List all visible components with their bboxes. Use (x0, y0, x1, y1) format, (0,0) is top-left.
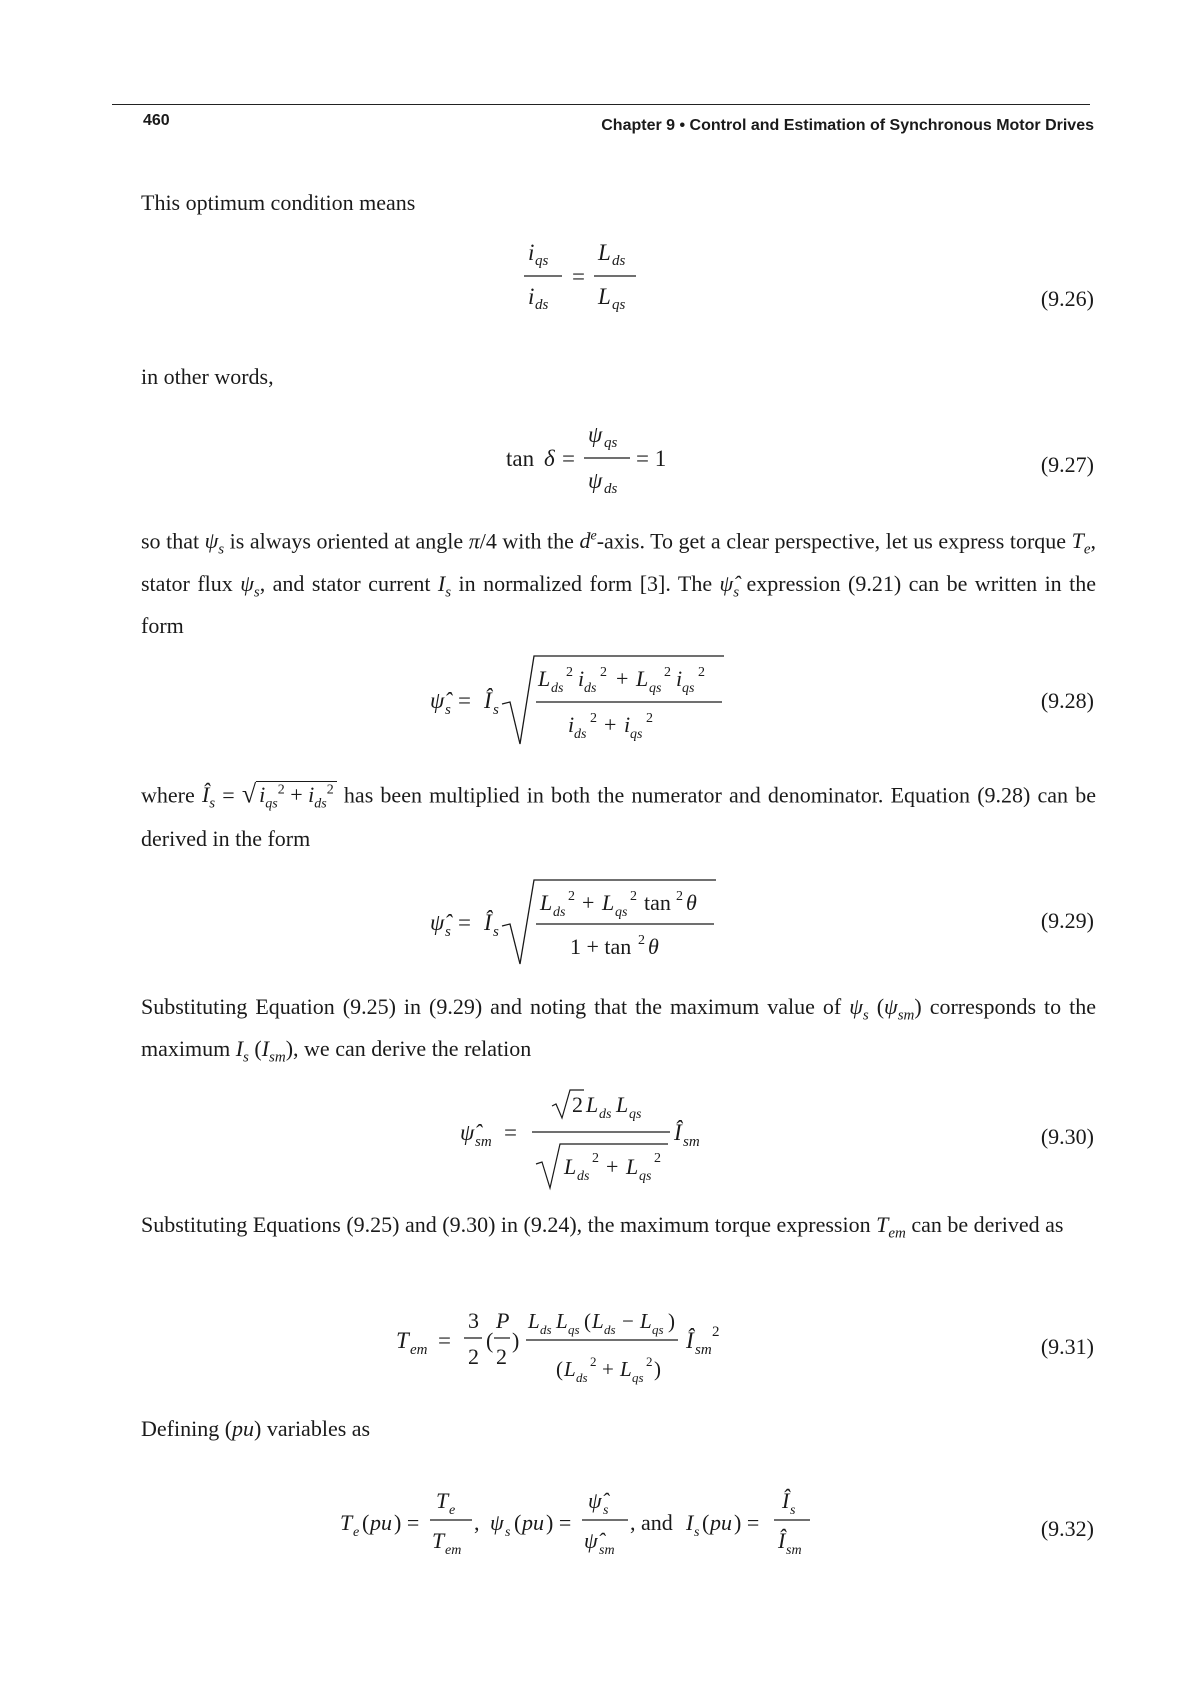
svg-text:2: 2 (638, 933, 645, 948)
svg-text:qs: qs (612, 297, 626, 313)
svg-text:2: 2 (646, 711, 653, 726)
svg-text:T: T (396, 1328, 409, 1353)
svg-text:ds: ds (604, 481, 618, 497)
svg-text:L: L (626, 1154, 639, 1179)
svg-text:L: L (602, 890, 615, 915)
header-rule (112, 104, 1090, 105)
svg-text:): ) (654, 1357, 661, 1381)
equation-number: (9.28) (1040, 688, 1094, 713)
svg-text:em: em (410, 1342, 428, 1358)
svg-text:=: = (504, 1120, 517, 1145)
equation-9-32 (340, 1478, 820, 1568)
svg-text:pu: pu (710, 1510, 732, 1535)
svg-text:ds: ds (612, 253, 626, 269)
svg-text:L: L (528, 1309, 540, 1333)
svg-text:sm: sm (695, 1342, 712, 1358)
svg-text:qs: qs (629, 1107, 642, 1122)
svg-text:2: 2 (600, 665, 607, 680)
svg-text:L: L (640, 1309, 652, 1333)
svg-text:) =: ) = (394, 1510, 420, 1535)
equation-9-27 (506, 414, 706, 504)
svg-text:ds: ds (540, 1322, 552, 1337)
svg-text:= 1: = 1 (636, 446, 667, 471)
svg-text:L: L (540, 890, 553, 915)
svg-text:(: ( (584, 1309, 591, 1333)
svg-text:L: L (616, 1092, 629, 1117)
svg-text:tan: tan (506, 446, 535, 471)
page-number: 460 (143, 112, 170, 129)
svg-text:I: I (686, 1510, 694, 1535)
svg-text:s: s (445, 702, 451, 718)
svg-text:ds: ds (604, 1322, 616, 1337)
svg-text:s: s (603, 1503, 609, 1518)
svg-text:ds: ds (599, 1107, 612, 1122)
svg-text:2: 2 (572, 1092, 583, 1117)
equation-number: (9.32) (1040, 1516, 1094, 1541)
svg-text:s: s (493, 702, 499, 718)
equation-9-31 (396, 1296, 776, 1392)
svg-text:T: T (432, 1528, 445, 1553)
svg-text:−: − (622, 1309, 634, 1333)
svg-text:2: 2 (676, 889, 683, 904)
svg-text:ψ: ψ (588, 422, 603, 447)
svg-text:s: s (445, 924, 451, 940)
svg-text:qs: qs (615, 905, 628, 920)
svg-text:qs: qs (630, 727, 643, 742)
svg-text:): ) (512, 1328, 520, 1353)
svg-text:s: s (505, 1525, 511, 1540)
svg-text:δ: δ (544, 446, 555, 471)
svg-text:2: 2 (468, 1344, 479, 1369)
running-title: Chapter 9 • Control and Estimation of Synchronous Motor Drives (601, 117, 1094, 134)
svg-text:ds: ds (574, 727, 587, 742)
svg-text:qs: qs (649, 681, 662, 696)
svg-text:qs: qs (639, 1169, 652, 1184)
svg-text:(: ( (556, 1357, 563, 1381)
svg-text:ψ̂: ψ̂ (584, 1528, 598, 1553)
svg-text:=: = (458, 688, 471, 713)
svg-text:qs: qs (682, 681, 695, 696)
svg-text:i: i (528, 240, 535, 265)
svg-text:2: 2 (664, 665, 671, 680)
paragraph-substituting-1: Substituting Equation (9.25) in (9.29) and noting that the maximum value of $\psi_s$ $(\psi_{sm})$ corresponds to the maximum $I_s$ $(I_{sm})$, we can derive the relation (141, 994, 1096, 1066)
svg-text:sm: sm (599, 1543, 615, 1558)
svg-text:+: + (602, 1357, 614, 1381)
svg-text:=: = (438, 1328, 451, 1353)
svg-text:1 + tan: 1 + tan (570, 934, 632, 959)
paragraph-in-other-words: in other words, (141, 364, 274, 389)
paragraph-optimum-condition: This optimum condition means (141, 190, 416, 215)
svg-text:i: i (624, 712, 631, 737)
svg-text:(: ( (362, 1510, 370, 1535)
svg-text:+: + (606, 1154, 619, 1179)
equation-number: (9.29) (1040, 908, 1094, 933)
svg-text:θ: θ (686, 890, 697, 915)
equation-9-30 (460, 1084, 720, 1192)
paragraph-substituting-2: Substituting Equations (9.25) and (9.30) in (9.24), the maximum torque expression $T_{em}$ can be derived as (141, 1212, 1064, 1242)
svg-text:s: s (694, 1525, 700, 1540)
svg-text:Î: Î (778, 1528, 786, 1553)
svg-text:Î: Î (484, 688, 492, 713)
svg-text:ψ̂: ψ̂ (430, 688, 445, 713)
svg-text:+: + (616, 666, 629, 691)
svg-text:e: e (449, 1503, 456, 1518)
svg-text:qs: qs (535, 253, 549, 269)
svg-text:P: P (496, 1308, 510, 1333)
svg-text:ds: ds (553, 905, 566, 920)
svg-text:T: T (340, 1510, 353, 1535)
svg-text:2: 2 (646, 1354, 653, 1369)
svg-text:L: L (598, 284, 611, 309)
svg-text:i: i (676, 666, 683, 691)
svg-text:2: 2 (630, 889, 637, 904)
svg-text:L: L (598, 240, 611, 265)
svg-text:tan: tan (644, 890, 671, 915)
svg-text:ψ̂: ψ̂ (430, 910, 445, 935)
svg-text:L: L (636, 666, 649, 691)
svg-text:ψ: ψ (490, 1510, 504, 1535)
svg-text:L: L (620, 1357, 632, 1381)
paragraph-defining: Defining (pu) variables as (141, 1416, 371, 1441)
svg-text:em: em (445, 1543, 462, 1558)
svg-text:pu: pu (522, 1510, 544, 1535)
paragraph-so-that: so that $\psi_s$ is always oriented at angle π/4 with the $d^e$-axis. To get a clear perspective, let us express torque $T_e$, stator flux $\psi_s$, and stator current $I_s$ in normalized form [3]. The $\psî_s$ expression (9.21) can be written in the form (141, 528, 1096, 639)
svg-text:+: + (604, 712, 617, 737)
svg-text:L: L (586, 1092, 599, 1117)
svg-text:ψ: ψ (588, 468, 603, 493)
svg-text:pu: pu (370, 1510, 392, 1535)
svg-text:qs: qs (568, 1322, 580, 1337)
svg-text:,: , (474, 1510, 480, 1535)
svg-text:ds: ds (576, 1370, 588, 1385)
svg-text:L: L (564, 1357, 576, 1381)
svg-text:qs: qs (604, 435, 618, 451)
svg-text:ds: ds (584, 681, 597, 696)
svg-text:ψ̂: ψ̂ (460, 1120, 475, 1145)
svg-text:=: = (572, 264, 585, 289)
svg-text:2: 2 (712, 1324, 720, 1340)
svg-text:ψ̂: ψ̂ (588, 1488, 602, 1513)
svg-text:sm: sm (786, 1543, 802, 1558)
svg-text:Î: Î (674, 1120, 682, 1145)
equation-number: (9.26) (1040, 286, 1094, 311)
svg-text:ds: ds (577, 1169, 590, 1184)
svg-text:e: e (353, 1525, 360, 1540)
svg-text:Î: Î (686, 1328, 694, 1353)
svg-text:2: 2 (496, 1344, 507, 1369)
equation-9-29 (430, 872, 720, 968)
svg-text:Î: Î (782, 1488, 790, 1513)
svg-text:i: i (578, 666, 585, 691)
svg-text:): ) (668, 1309, 675, 1333)
equation-9-26 (520, 232, 660, 322)
equation-9-28 (430, 648, 740, 748)
svg-text:L: L (564, 1154, 577, 1179)
svg-text:=: = (458, 910, 471, 935)
equation-number: (9.30) (1040, 1124, 1094, 1149)
svg-text:L: L (556, 1309, 568, 1333)
svg-text:s: s (493, 924, 499, 940)
svg-text:T: T (436, 1488, 449, 1513)
svg-text:i: i (528, 284, 535, 309)
svg-text:=: = (562, 446, 575, 471)
svg-text:θ: θ (648, 934, 659, 959)
svg-text:2: 2 (654, 1151, 661, 1166)
svg-text:2: 2 (698, 665, 705, 680)
svg-text:L: L (592, 1309, 604, 1333)
svg-text:qs: qs (652, 1322, 664, 1337)
equation-number: (9.31) (1040, 1334, 1094, 1359)
svg-text:qs: qs (632, 1370, 644, 1385)
paragraph-where: where $Î_s$ = √ $i_{qs}^2 + i_{ds}^2$ has been multiplied in both the numerator and denominator. Equation (9.28) can be derived in the form (141, 779, 1097, 851)
svg-text:2: 2 (568, 889, 575, 904)
svg-text:(: ( (486, 1328, 494, 1353)
svg-text:s: s (790, 1503, 796, 1518)
svg-text:i: i (568, 712, 575, 737)
svg-text:2: 2 (592, 1151, 599, 1166)
svg-text:, and: , and (630, 1510, 673, 1535)
svg-text:) =: ) = (734, 1510, 760, 1535)
svg-text:+: + (582, 890, 595, 915)
svg-text:2: 2 (590, 1354, 597, 1369)
svg-text:3: 3 (468, 1308, 479, 1333)
svg-text:sm: sm (475, 1134, 492, 1150)
svg-text:sm: sm (683, 1134, 700, 1150)
svg-text:ds: ds (535, 297, 549, 313)
svg-text:2: 2 (590, 711, 597, 726)
svg-text:2: 2 (566, 665, 573, 680)
svg-text:(: ( (514, 1510, 522, 1535)
svg-text:ds: ds (551, 681, 564, 696)
svg-text:Î: Î (484, 910, 492, 935)
svg-text:) =: ) = (546, 1510, 572, 1535)
equation-number: (9.27) (1040, 452, 1094, 477)
svg-text:L: L (538, 666, 551, 691)
svg-text:(: ( (702, 1510, 710, 1535)
